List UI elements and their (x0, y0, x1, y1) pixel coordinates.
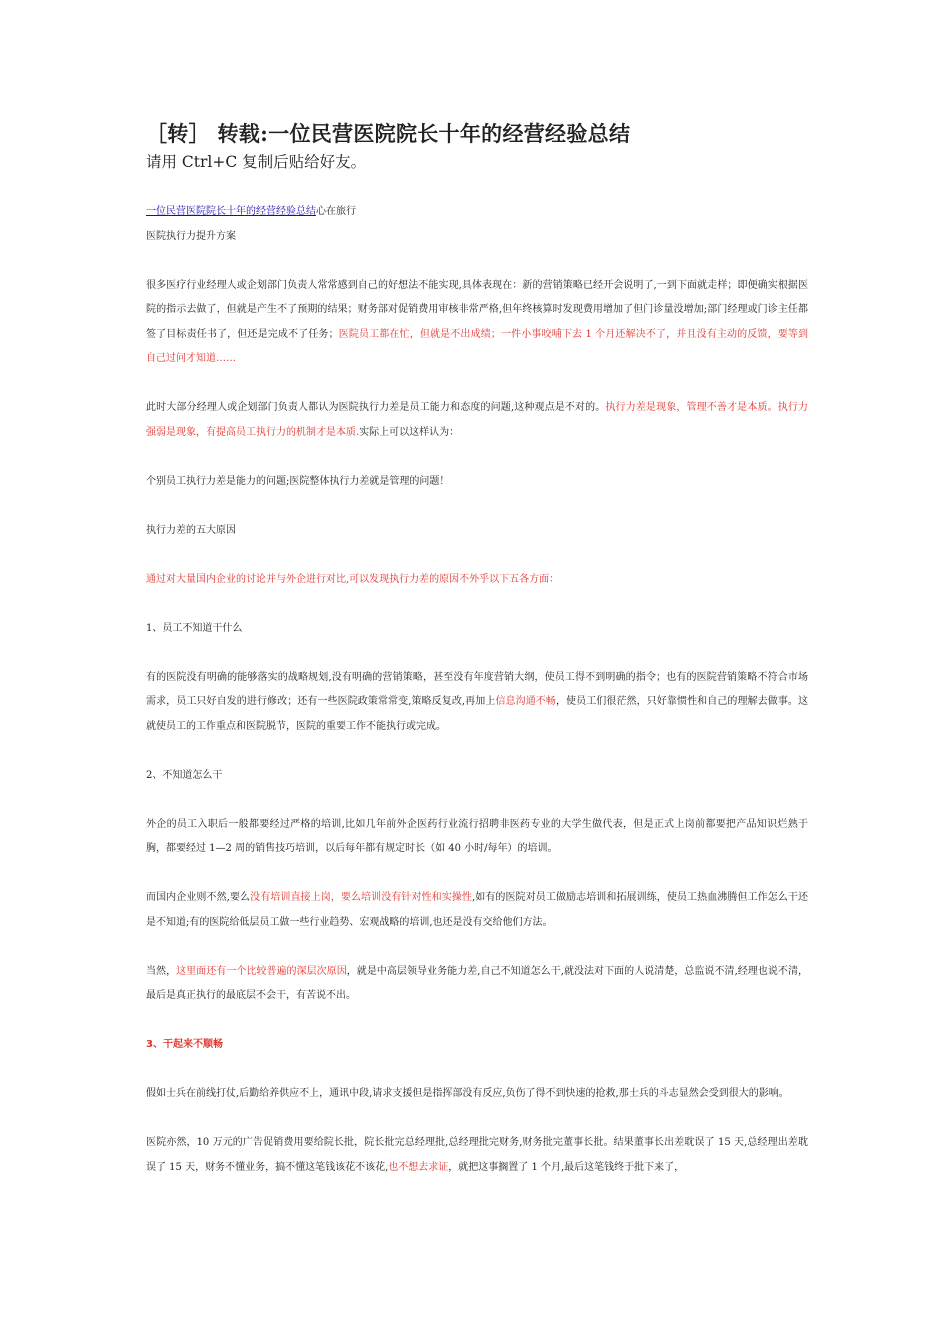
spacer (146, 543, 808, 568)
paragraph-2: 此时大部分经理人或企划部门负责人都认为医院执行力差是员工能力和态度的问题,这种观点是不对的。执行力差是现象，管理不善才是本质。执行力强弱是现象，有提高员工执行力的机制才是本质.实际上可以这样认为： (146, 402, 808, 438)
document-page (146, 118, 808, 1180)
section-2-paragraph-3: 当然，这里面还有一个比较普遍的深层次原因，就是中高层领导业务能力差,自己不知道怎么干,就没法对下面的人说清楚，总监说不清,经理也说不清，最后是真正执行的最底层不会干，有苦说不出。 (146, 965, 809, 1001)
spacer (146, 739, 808, 764)
paragraph-3: 个别员工执行力差是能力的问题;医院整体执行力差就是管理的问题！ (146, 475, 450, 487)
highlight-text: 这里面还有一个比较普遍的深层次原因 (176, 965, 347, 977)
highlight-text: 信息沟通不畅 (495, 696, 556, 707)
section-3-paragraph-2: 医院亦然，10 万元的广告促销费用要给院长批，院长批完总经理批,总经理批完财务,财务批完董事长批。结果董事长出差耽误了 15 天,总经理出差耽误了 15 天，财务不懂业务，搞不懂这笔钱该花不该花,也不想去求证，就把这事搁置了 1 个月,最后这笔钱终于批下来了， (146, 1137, 808, 1173)
spacer (146, 862, 808, 887)
spacer (146, 249, 808, 274)
page-title: ［转］ 转载:一位民营医院院长十年的经营经验总结 (146, 121, 631, 146)
spacer (146, 372, 808, 397)
paragraph-5: 通过对大量国内企业的讨论并与外企进行对比,可以发现执行力差的原因不外乎以下五各方面： (146, 573, 560, 585)
section-1-paragraph: 有的医院没有明确的能够落实的战略规划,没有明确的营销策略，甚至没有年度营销大纲，使员工得不到明确的指令；也有的医院营销策略不符合市场需求，员工只好自发的进行修改；还有一些医院政策常常变,策略反复改,再加上信息沟通不畅，使员工们很茫然，只好靠惯性和自己的理解去做事。这就使员工的工作重点和医院脱节，医院的重要工作不能执行或完成。 (146, 671, 809, 732)
section-heading: 医院执行力提升方案 (146, 230, 236, 242)
paragraph-4: 执行力差的五大原因 (146, 524, 236, 536)
highlight-text: 也不想去求证 (388, 1161, 449, 1173)
page-subtitle: 请用 Ctrl+C 复制后贴给好友。 (146, 153, 367, 171)
spacer (146, 641, 808, 666)
article-link[interactable]: 一位民营医院院长十年的经营经验总结 (146, 206, 316, 217)
highlight-text: 没有培训直接上岗，要么培训没有针对性和实操性 (250, 892, 472, 903)
spacer (146, 494, 808, 519)
spacer (146, 445, 808, 470)
spacer (146, 935, 808, 960)
spacer (146, 788, 808, 813)
spacer (146, 1058, 808, 1083)
source-line (146, 200, 808, 225)
section-3-paragraph-1: 假如士兵在前线打仗,后勤给养供应不上，通讯中段,请求支援但是指挥部没有反应,负伤了得不到快速的抢救,那士兵的斗志显然会受到很大的影响。 (146, 1088, 789, 1099)
section-2-heading: 2、不知道怎么干 (146, 769, 223, 781)
section-1-heading: 1、员工不知道干什么 (146, 622, 243, 634)
section-2-paragraph-1: 外企的员工入职后一般都要经过严格的培训,比如几年前外企医药行业流行招聘非医药专业的大学生做代表，但是正式上岗前都要把产品知识烂熟于胸，都要经过 1—2 周的销售技巧培训，以后每年都有规定时长（如 40 小时/每年）的培训。 (146, 818, 808, 854)
section-2-paragraph-2: 而国内企业则不然,要么没有培训直接上岗，要么培训没有针对性和实操性,如有的医院对员工做励志培训和拓展训练，使员工热血沸腾但工作怎么干还是不知道;有的医院给低层员工做一些行业趋势、宏观战略的培训,也还是没有交给他们方法。 (146, 892, 808, 928)
paragraph-1: 很多医疗行业经理人或企划部门负责人常常感到自己的好想法不能实现,具体表现在：新的营销策略已经开会说明了,一到下面就走样；即便确实根据医院的指示去做了，但就是产生不了预期的结果；财务部对促销费用审核非常严格,但年终核算时发现费用增加了但门诊量没增加;部门经理或门诊主任都签了目标责任书了，但还是完成不了任务；医院员工都在忙，但就是不出成绩；一件小事咬哺下去 1 个月还解决不了，并且没有主动的反馈，要等到自己过问才知道…… (146, 279, 808, 364)
spacer (146, 1107, 808, 1132)
source-name: 心在旅行 (316, 206, 356, 217)
section-3-heading: 3、干起来不顺畅 (146, 1039, 223, 1050)
highlight-text: 执行力差是现象，管理不善才是本质。执行力强弱是现象，有提高员工执行力的机制才是本质. (146, 402, 808, 438)
spacer (146, 592, 808, 617)
highlight-text: 医院员工都在忙，但就是不出成绩；一件小事咬哺下去 1 个月还解决不了，并且没有主动的反馈，要等到自己过问才知道…… (146, 328, 808, 364)
spacer (146, 1009, 808, 1034)
